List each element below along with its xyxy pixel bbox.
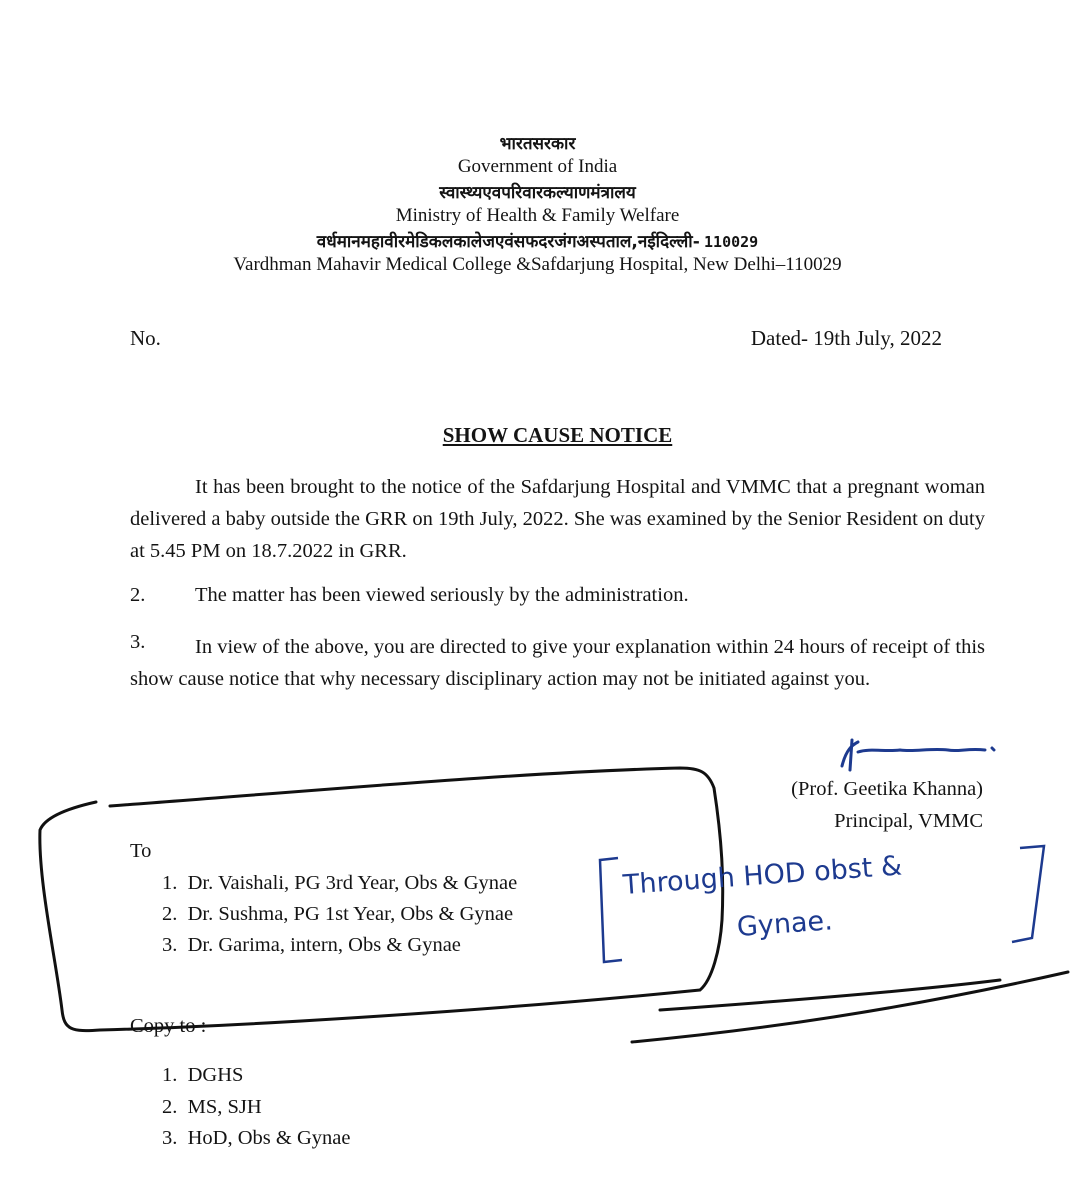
hindi-ministry-heading: स्वास्थ्यएवपरिवारकल्याणमंत्रालय xyxy=(439,183,636,203)
to-label: To xyxy=(130,840,152,862)
reference-number: No. xyxy=(130,326,161,350)
list-text: Dr. Sushma, PG 1st Year, Obs & Gynae xyxy=(187,903,514,925)
list-text: Dr. Vaishali, PG 3rd Year, Obs & Gynae xyxy=(187,872,518,894)
paragraph-3-number: 3. xyxy=(130,631,146,653)
paragraph-1: It has been brought to the notice of the Safdarjung Hospital and VMMC that a pregnant woman delivered a baby outside the GRR on 19th July, 2022. She was examined by the Senior Resident on duty at 5.45 PM on 18.7.2022 in GRR. xyxy=(130,476,985,562)
handwritten-note-line1: Through HOD obst & xyxy=(622,850,903,901)
handwritten-note-line2: Gynae. xyxy=(736,905,834,943)
list-number: 2. xyxy=(162,903,178,925)
bracket-left-icon xyxy=(600,858,622,962)
pin-code: 110029 xyxy=(704,233,759,251)
notice-date: Dated- 19th July, 2022 xyxy=(750,326,942,350)
list-text: DGHS xyxy=(187,1064,244,1086)
signatory-name: (Prof. Geetika Khanna) xyxy=(791,778,983,800)
paragraph-3: In view of the above, you are directed to give your explanation within 24 hours of receipt of this show cause notice that why necessary disciplinary action may not be initiated against you. xyxy=(130,636,985,690)
list-number: 2. xyxy=(162,1096,178,1118)
paragraph-2: The matter has been viewed seriously by the administration. xyxy=(195,584,689,606)
signature-icon xyxy=(842,740,994,770)
list-number: 3. xyxy=(162,934,178,956)
hindi-government-heading: भारतसरकार xyxy=(499,134,576,154)
list-text: Dr. Garima, intern, Obs & Gynae xyxy=(187,934,461,956)
list-text: MS, SJH xyxy=(187,1096,262,1118)
list-number: 1. xyxy=(162,1064,178,1086)
copy-to-label: Copy to : xyxy=(130,1015,207,1037)
list-text: HoD, Obs & Gynae xyxy=(187,1127,351,1149)
ministry-heading: Ministry of Health & Family Welfare xyxy=(395,205,680,226)
paragraph-2-number: 2. xyxy=(130,584,146,606)
college-heading: Vardhman Mahavir Medical College &Safdarjung Hospital, New Delhi–110029 xyxy=(233,254,842,275)
list-number: 1. xyxy=(162,872,178,894)
notice-title: SHOW CAUSE NOTICE xyxy=(442,423,673,447)
hindi-college-name: वर्धमानमहावीरमेडिकलकालेजएवंसफदरजंगअस्पताल,नईदिल्ली- xyxy=(316,232,700,252)
government-heading: Government of India xyxy=(457,156,618,177)
list-number: 3. xyxy=(162,1127,178,1149)
signatory-designation: Principal, VMMC xyxy=(834,810,983,832)
bracket-right-icon xyxy=(1012,846,1044,942)
marker-line-icon xyxy=(632,972,1068,1042)
marker-box-icon xyxy=(40,768,723,1031)
